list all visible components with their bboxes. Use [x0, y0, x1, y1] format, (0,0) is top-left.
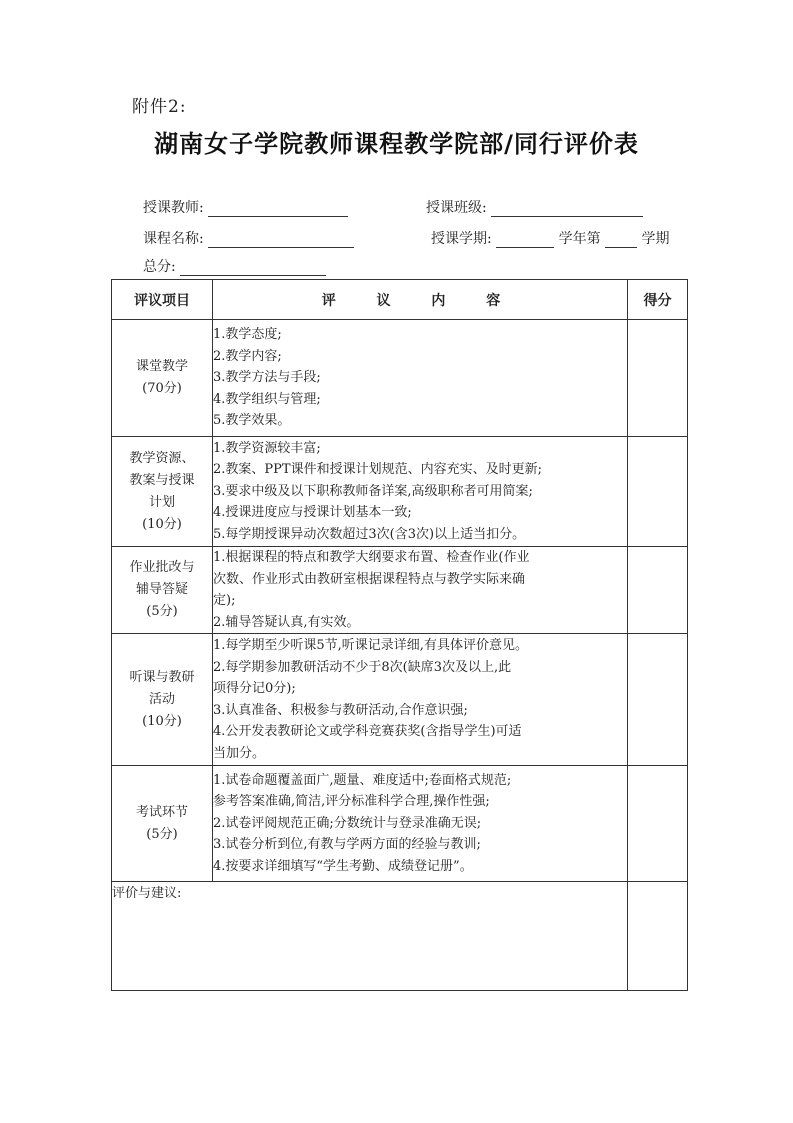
item-cell [112, 437, 213, 547]
comment-row [112, 882, 688, 991]
score-cell[interactable] [628, 547, 688, 634]
class-label: 授课班级: [426, 200, 487, 216]
content-line: 项得分记0分); [213, 681, 296, 696]
item-line: 教学资源、 [129, 450, 195, 466]
content-cell [213, 547, 628, 634]
total-field [143, 256, 326, 276]
item-cell [112, 766, 213, 882]
content-line: 参考答案准确,简洁,评分标准科学合理,操作性强; [213, 794, 490, 810]
comment-score-cell [628, 882, 688, 991]
comment-label: 评价与建议: [112, 886, 182, 901]
content-cell [213, 320, 628, 437]
evaluation-table [111, 279, 688, 991]
content-line: 定); [213, 593, 236, 608]
score-cell[interactable] [628, 320, 688, 437]
table-row [112, 634, 688, 766]
content-line: 4.按要求详细填写“学生考勤、成绩登记册”。 [213, 858, 473, 874]
content-cell [213, 437, 628, 547]
term-mid-label: 学年第 [558, 231, 601, 247]
comment-cell[interactable] [112, 882, 628, 991]
content-line: 4.公开发表教研论文或学科竞赛获奖(含指导学生)可适 [213, 724, 522, 739]
item-line: 课堂教学 [135, 359, 188, 374]
item-cell [112, 547, 213, 634]
teacher-input-line[interactable] [208, 201, 348, 217]
table-row [112, 320, 688, 437]
content-line: 5.教学效果。 [213, 413, 291, 429]
attachment-label: 附件2: [132, 97, 187, 117]
item-cell [112, 634, 213, 766]
item-line: 作业批改与 [129, 560, 195, 575]
score-cell[interactable] [628, 766, 688, 882]
content-line: 1.教学资源较丰富; [213, 440, 321, 456]
course-field [143, 228, 354, 248]
term-field [431, 228, 670, 248]
score-cell[interactable] [628, 437, 688, 547]
item-line: (10分) [142, 516, 182, 532]
header-score: 得分 [628, 280, 688, 320]
term-end-label: 学期 [641, 231, 670, 247]
content-line: 1.试卷命题覆盖面广,题量、难度适中;卷面格式规范; [213, 772, 512, 788]
content-line: 2.每学期参加教研活动不少于8次(缺席3次及以上,此 [213, 659, 512, 675]
item-cell [112, 320, 213, 437]
content-cell [213, 766, 628, 882]
content-line: 次数、作业形式由教研室根据课程特点与教学实际来确 [213, 571, 526, 587]
item-line: (70分) [142, 381, 182, 396]
total-input-line[interactable] [180, 260, 326, 276]
content-line: 2.教案、PPT课件和授课计划规范、内容充实、及时更新; [213, 462, 542, 478]
content-line: 1.根据课程的特点和教学大纲要求布置、检查作业(作业 [213, 550, 530, 565]
table-row [112, 766, 688, 882]
table-row [112, 547, 688, 634]
content-cell [213, 634, 628, 766]
item-line: (5分) [146, 826, 178, 842]
content-line: 4.授课进度应与授课计划基本一致; [213, 505, 412, 521]
item-line: (5分) [146, 604, 178, 619]
content-line: 1.每学期至少听课5节,听课记录详细,有具体评价意见。 [213, 638, 528, 653]
content-line: 4.教学组织与管理; [213, 391, 321, 407]
item-line: 活动 [148, 691, 175, 707]
item-line: (10分) [142, 713, 182, 729]
header-content: 评 议 内 容 [213, 280, 628, 320]
total-label: 总分: [143, 259, 176, 275]
term-label: 授课学期: [431, 231, 492, 247]
page-title: 湖南女子学院教师课程教学院部/同行评价表 [154, 130, 639, 158]
content-line: 5.每学期授课异动次数超过3次(含3次)以上适当扣分。 [213, 526, 526, 542]
content-line: 3.教学方法与手段; [213, 370, 321, 386]
item-line: 计划 [148, 494, 175, 510]
content-line: 2.试卷评阅规范正确;分数统计与登录准确无误; [213, 815, 482, 831]
content-line: 3.认真准备、积极参与教研活动,合作意识强; [213, 702, 468, 718]
item-line: 辅导答疑 [135, 582, 188, 597]
content-line: 3.试卷分析到位,有教与学两方面的经验与教训; [213, 837, 481, 853]
content-line: 3.要求中级及以下职称教师备详案,高级职称者可用简案; [213, 483, 533, 499]
content-line: 1.教学态度; [213, 327, 282, 343]
content-line: 2.辅导答疑认真,有实效。 [213, 614, 360, 630]
table-header-row [112, 280, 688, 320]
content-line: 2.教学内容; [213, 348, 282, 364]
header-item: 评议项目 [112, 280, 213, 320]
item-line: 教案与授课 [129, 472, 195, 488]
class-input-line[interactable] [491, 201, 643, 217]
score-cell[interactable] [628, 634, 688, 766]
teacher-label: 授课教师: [143, 200, 204, 216]
term-year-input-line[interactable] [496, 232, 554, 248]
content-line: 当加分。 [213, 745, 266, 761]
item-line: 听课与教研 [129, 669, 195, 685]
class-field [426, 197, 643, 217]
item-line: 考试环节 [135, 804, 188, 820]
table-row [112, 437, 688, 547]
course-input-line[interactable] [208, 232, 354, 248]
teacher-field [143, 197, 348, 217]
term-number-input-line[interactable] [605, 232, 637, 248]
course-label: 课程名称: [143, 231, 204, 247]
